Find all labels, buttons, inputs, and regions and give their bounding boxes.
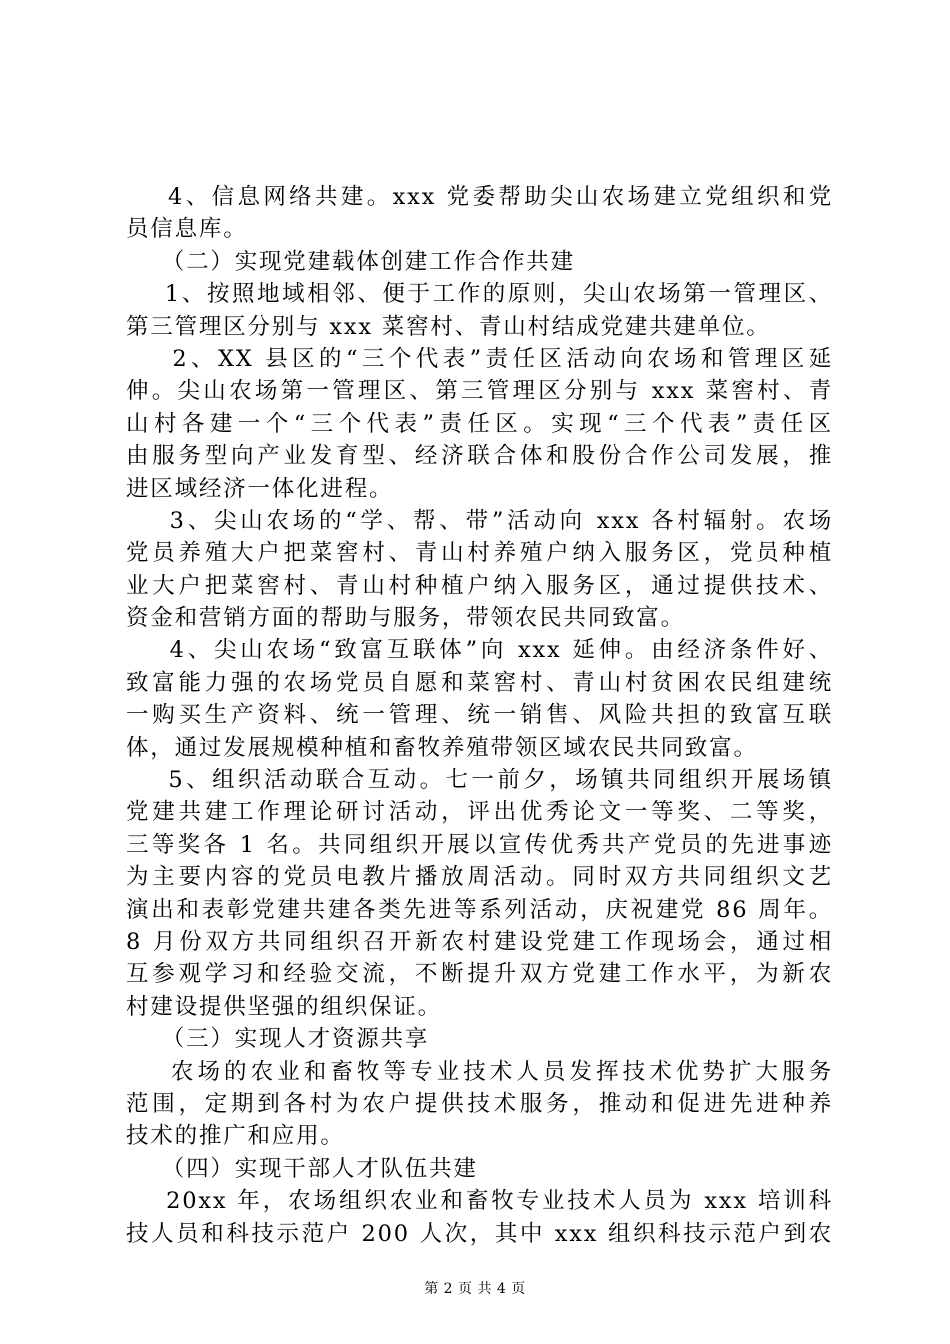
text-line: 党建共建工作理论研讨活动，评出优秀论文一等奖、二等奖， [126, 799, 833, 826]
text-line: 20xx 年，农场组织农业和畜牧专业技术人员为 xxx 培训科 [126, 1188, 833, 1215]
text-line: 4、尖山农场“致富互联体”向 xxx 延伸。由经济条件好、 [126, 637, 833, 664]
text-line: 党员养殖大户把菜窖村、青山村养殖户纳入服务区，党员种植 [126, 540, 833, 567]
text-line: 农场的农业和畜牧等专业技术人员发挥技术优势扩大服务 [126, 1058, 833, 1085]
text-line: 体，通过发展规模种植和畜牧养殖带领区域农民共同致富。 [126, 734, 758, 761]
text-line: （三）实现人才资源共享 [126, 1026, 430, 1053]
text-line: 致富能力强的农场党员自愿和菜窖村、青山村贫困农民组建统 [126, 669, 833, 696]
text-line: 第三管理区分别与 xxx 菜窖村、青山村结成党建共建单位。 [126, 313, 771, 340]
text-line: 一购买生产资料、统一管理、统一销售、风险共担的致富互联 [126, 702, 833, 729]
text-line: 互参观学习和经验交流，不断提升双方党建工作水平，为新农 [126, 961, 833, 988]
text-line: 三等奖各 1 名。共同组织开展以宣传优秀共产党员的先进事迹 [126, 831, 833, 858]
text-line: 伸。尖山农场第一管理区、第三管理区分别与 xxx 菜窖村、青 [126, 378, 833, 405]
text-line: 由服务型向产业发育型、经济联合体和股份合作公司发展，推 [126, 443, 833, 470]
text-line: 1、按照地域相邻、便于工作的原则，尖山农场第一管理区、 [126, 281, 833, 308]
text-line: 员信息库。 [126, 216, 248, 243]
text-line: 4、信息网络共建。xxx 党委帮助尖山农场建立党组织和党 [126, 184, 833, 210]
text-line: 范围，定期到各村为农户提供技术服务，推动和促进先进种养 [126, 1090, 833, 1117]
text-line: 2、XX 县区的“三个代表”责任区活动向农场和管理区延 [126, 345, 833, 372]
text-line: 5、组织活动联合互动。七一前夕，场镇共同组织开展场镇 [126, 767, 833, 794]
text-line: 技人员和科技示范户 200 人次，其中 xxx 组织科技示范户到农 [126, 1220, 833, 1247]
text-line: 资金和营销方面的帮助与服务，带领农民共同致富。 [126, 605, 685, 632]
text-line: 为主要内容的党员电教片播放周活动。同时双方共同组织文艺 [126, 864, 833, 891]
text-line: 业大户把菜窖村、青山村种植户纳入服务区，通过提供技术、 [126, 572, 833, 599]
text-line: 山村各建一个“三个代表”责任区。实现“三个代表”责任区 [126, 410, 833, 437]
text-line: （四）实现干部人才队伍共建 [126, 1155, 478, 1182]
text-line: 技术的推广和应用。 [126, 1123, 345, 1150]
text-line: 村建设提供坚强的组织保证。 [126, 993, 442, 1020]
text-line: 3、尖山农场的“学、帮、带”活动向 xxx 各村辐射。农场 [126, 507, 833, 534]
text-line: 8 月份双方共同组织召开新农村建设党建工作现场会，通过相 [126, 928, 833, 955]
text-line: 进区域经济一体化进程。 [126, 475, 394, 502]
page-footer: 第 2 页 共 4 页 [424, 1281, 526, 1297]
document-body [126, 181, 833, 1250]
text-line: 演出和表彰党建共建各类先进等系列活动，庆祝建党 86 周年。 [126, 896, 833, 923]
text-line: （二）实现党建载体创建工作合作共建 [126, 248, 575, 275]
